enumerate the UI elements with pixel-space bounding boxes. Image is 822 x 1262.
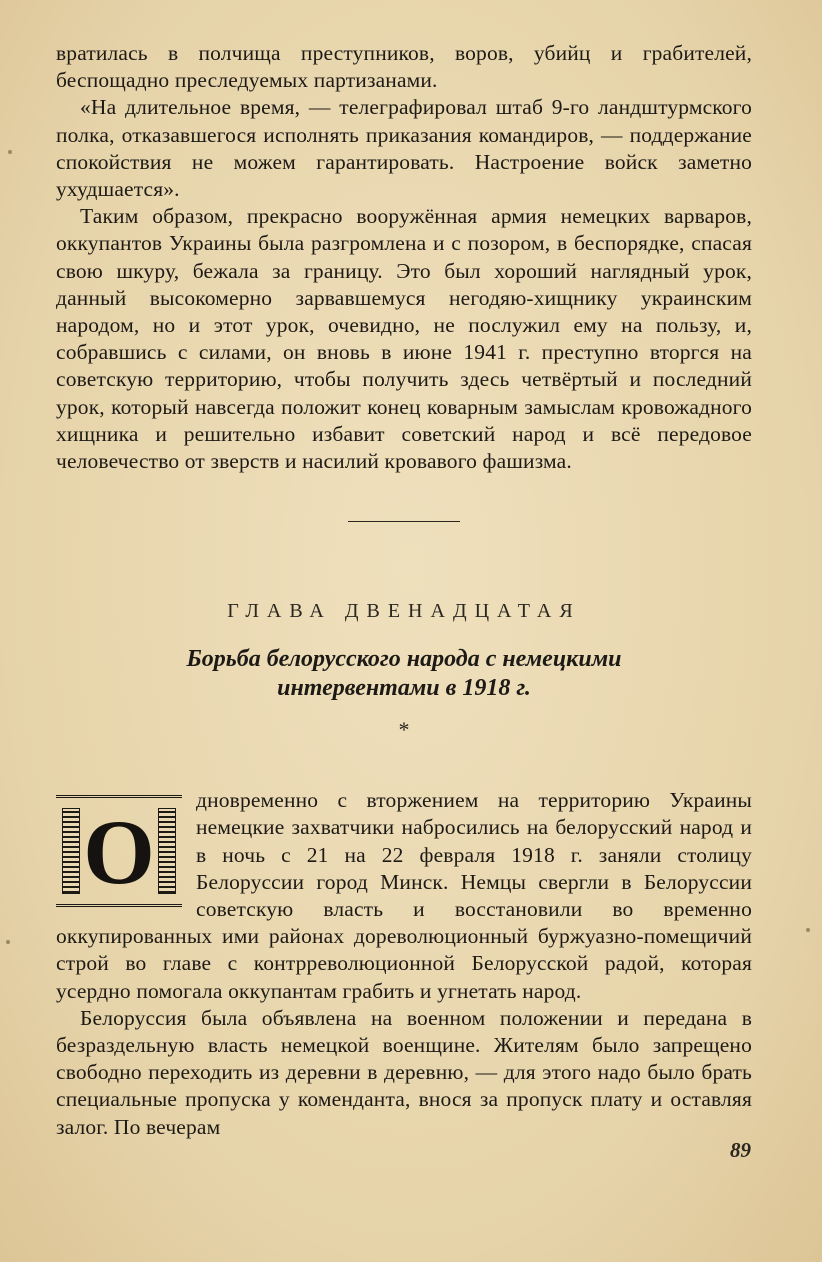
drop-cap-ornament-right (158, 808, 176, 894)
asterisk-ornament: * (398, 717, 410, 743)
page-number: 89 (730, 1138, 751, 1162)
drop-cap (56, 795, 182, 907)
paragraph-continuation: вратилась в полчища преступников, воров, убийц и грабителей, беспощадно преследуемых партизанами. (56, 41, 752, 93)
chapter-title-line-2: интервентами в 1918 г. (277, 675, 531, 702)
page-content (56, 40, 752, 1141)
chapter-heading: ГЛАВА ДВЕНАДЦАТАЯ (227, 600, 581, 623)
chapter-title (56, 645, 752, 703)
paragraph-martial-law: Белоруссия была объявлена на военном положении и передана в безраздельную власть немецкой военщине. Жителям было запрещено свободно переходить из деревни в деревню, — для этого надо было брать специальные пропуска у коменданта, внося за пропуск плату и оставляя залог. По вечерам (56, 1005, 752, 1139)
paper-speck (8, 150, 12, 154)
paragraph-conclusion: Таким образом, прекрасно вооружённая армия немецких варваров, оккупантов Украины была разгромлена и с позором, в беспорядке, спасая свою шкуру, бежала за границу. Это был хороший наглядный урок, данный высокомерно зарвавшемуся негодяю-хищнику украинским народом, но и этот урок, очевидно, не послужил ему на пользу, и, собравшись с силами, он вновь в июне 1941 г. преступно вторгся на советскую территорию, чтобы получить здесь четвёртый и последний урок, который навсегда положит конец коварным замыслам кровожадного хищника и решительно избавит советский народ и всё передовое человечество от зверств и насилий кровавого фашизма. (56, 204, 752, 474)
paragraph-invasion: дновременно с вторжением на территорию Украины немецкие захватчики набросились на белорусский народ и в ночь с 21 на 22 февраля 1918 г. заняли столицу Белоруссии город Минск. Немцы свергли в Белоруссии советскую власть и восстановили во временно оккупированных ими районах дореволюционный буржуазно-помещичий строй во главе с контрреволюционной Белорусской радой, которая усердно помогала оккупантам грабить и угнетать народ. (56, 788, 752, 1003)
section-divider (348, 521, 460, 522)
chapter-title-line-1: Борьба белорусского народа с немецкими (186, 646, 622, 673)
paragraph-telegram-quote: «На длительное время, — телеграфировал штаб 9-го ландштурмского полка, отказавшегося исполнять приказания командиров, — поддержание спокойствия не можем гарантировать. Настроение войск заметно ухудшается». (56, 95, 752, 202)
chapter-body (56, 787, 752, 1141)
drop-cap-letter: О (83, 801, 155, 904)
paper-speck (806, 928, 810, 932)
paper-speck (6, 940, 10, 944)
drop-cap-ornament-left (62, 808, 80, 894)
